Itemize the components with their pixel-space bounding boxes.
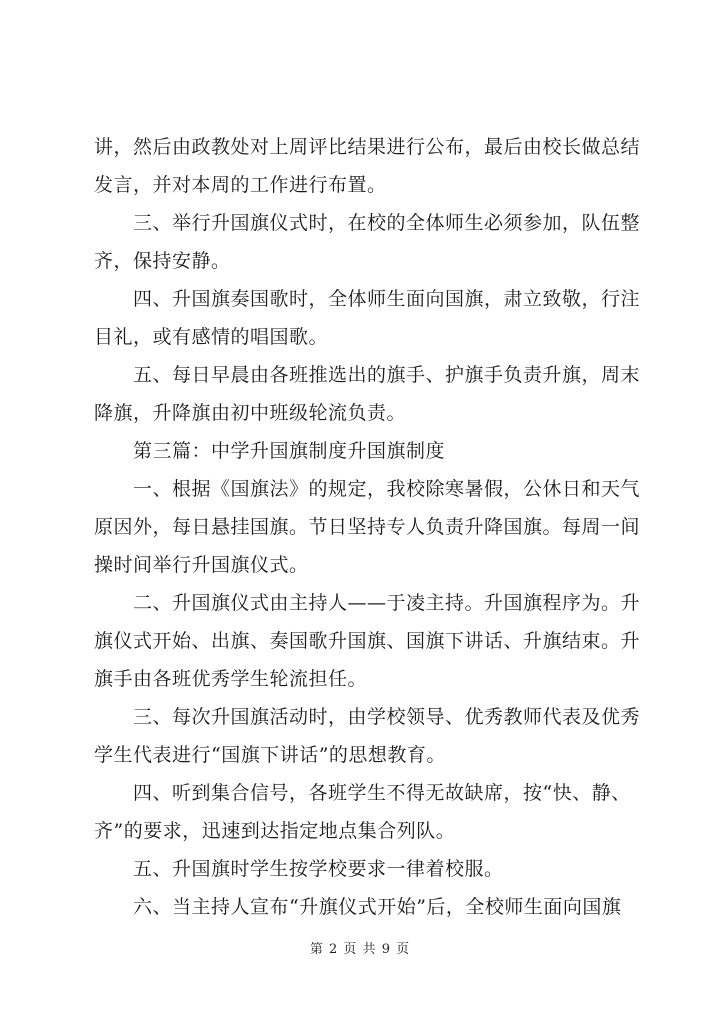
text-line: 旗手由各班优秀学生轮流担任。 [94, 668, 368, 690]
text-line: 齐”的要求，迅速到达指定地点集合列队。 [94, 820, 456, 842]
text-line: 学生代表进行“国旗下讲话”的思想教育。 [94, 744, 446, 766]
text-line: 原因外，每日悬挂国旗。节日坚持专人负责升降国旗。每周一间 [94, 516, 641, 538]
text-line: 四、升国旗奏国歌时，全体师生面向国旗，肃立致敬，行注 [94, 288, 641, 310]
text-line: 一、根据《国旗法》的规定，我校除寒暑假，公休日和天气 [94, 478, 641, 500]
text-line: 操时间举行升国旗仪式。 [94, 554, 309, 576]
text-line: 旗仪式开始、出旗、奏国歌升国旗、国旗下讲话、升旗结束。升 [94, 630, 641, 652]
text-line: 五、每日早晨由各班推选出的旗手、护旗手负责升旗，周末 [94, 364, 641, 386]
page-indicator: 第 2 页 共 9 页 [309, 942, 411, 957]
text-line: 二、升国旗仪式由主持人——于凌主持。升国旗程序为。升 [94, 592, 641, 614]
text-line: 齐，保持安静。 [94, 250, 231, 272]
text-line: 三、每次升国旗活动时，由学校领导、优秀教师代表及优秀 [94, 706, 641, 728]
text-line: 发言，并对本周的工作进行布置。 [94, 174, 387, 196]
text-line: 三、举行升国旗仪式时，在校的全体师生必须参加，队伍整 [94, 212, 641, 234]
text-line: 讲，然后由政教处对上周评比结果进行公布，最后由校长做总结 [94, 136, 641, 158]
text-line: 四、听到集合信号，各班学生不得无故缺席，按“快、静、 [94, 782, 631, 804]
text-line: 六、当主持人宣布“升旗仪式开始”后，全校师生面向国旗 [94, 896, 622, 918]
section-heading: 第三篇：中学升国旗制度升国旗制度 [94, 440, 446, 462]
document-body [94, 128, 641, 926]
text-line: 降旗，升降旗由初中班级轮流负责。 [94, 402, 407, 424]
text-line: 目礼，或有感情的唱国歌。 [94, 326, 329, 348]
text-line: 五、升国旗时学生按学校要求一律着校服。 [94, 858, 504, 880]
